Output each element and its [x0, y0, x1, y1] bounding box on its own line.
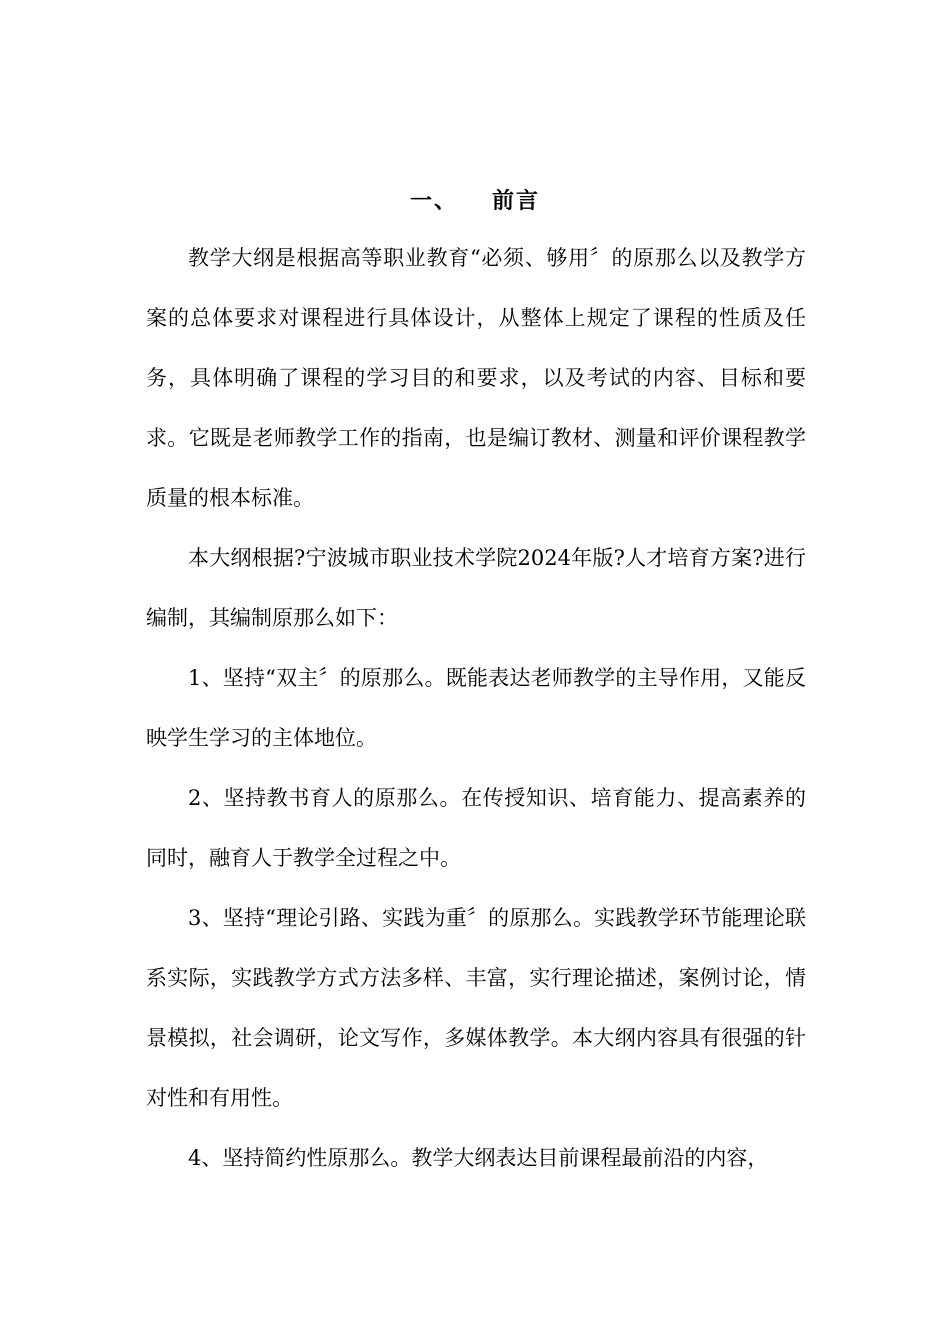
- section-number: 一、: [409, 188, 458, 214]
- paragraph-principle-1: 1、坚持“双主〞的原那么。既能表达老师教学的主导作用，又能反映学生学习的主体地位。: [146, 666, 806, 750]
- paragraph-principle-4: 4、坚持简约性原那么。教学大纲表达目前课程最前沿的内容，: [188, 1146, 769, 1170]
- paragraph-intro: 教学大纲是根据高等职业教育“必须、够用〞的原那么以及教学方案的总体要求对课程进行具体设计，从整体上规定了课程的性质及任务，具体明确了课程的学习目的和要求，以及考试的内容、目标和要求。它既是老师教学工作的指南，也是编订教材、测量和评价课程教学质量的根本标准。: [146, 246, 806, 510]
- body-text: [146, 228, 806, 1188]
- paragraph-basis: 本大纲根据?宁波城市职业技术学院2024年版?人才培育方案?进行编制，其编制原那么如下：: [146, 546, 806, 630]
- paragraph-principle-2: 2、坚持教书育人的原那么。在传授知识、培育能力、提高素养的同时，融育人于教学全过程之中。: [146, 786, 806, 870]
- section-heading: [0, 183, 950, 219]
- section-title: 前言: [492, 188, 541, 214]
- paragraph-principle-3: 3、坚持“理论引路、实践为重〞的原那么。实践教学环节能理论联系实际，实践教学方式方法多样、丰富，实行理论描述，案例讨论，情景模拟，社会调研，论文写作，多媒体教学。本大纲内容具有很强的针对性和有用性。: [146, 906, 806, 1110]
